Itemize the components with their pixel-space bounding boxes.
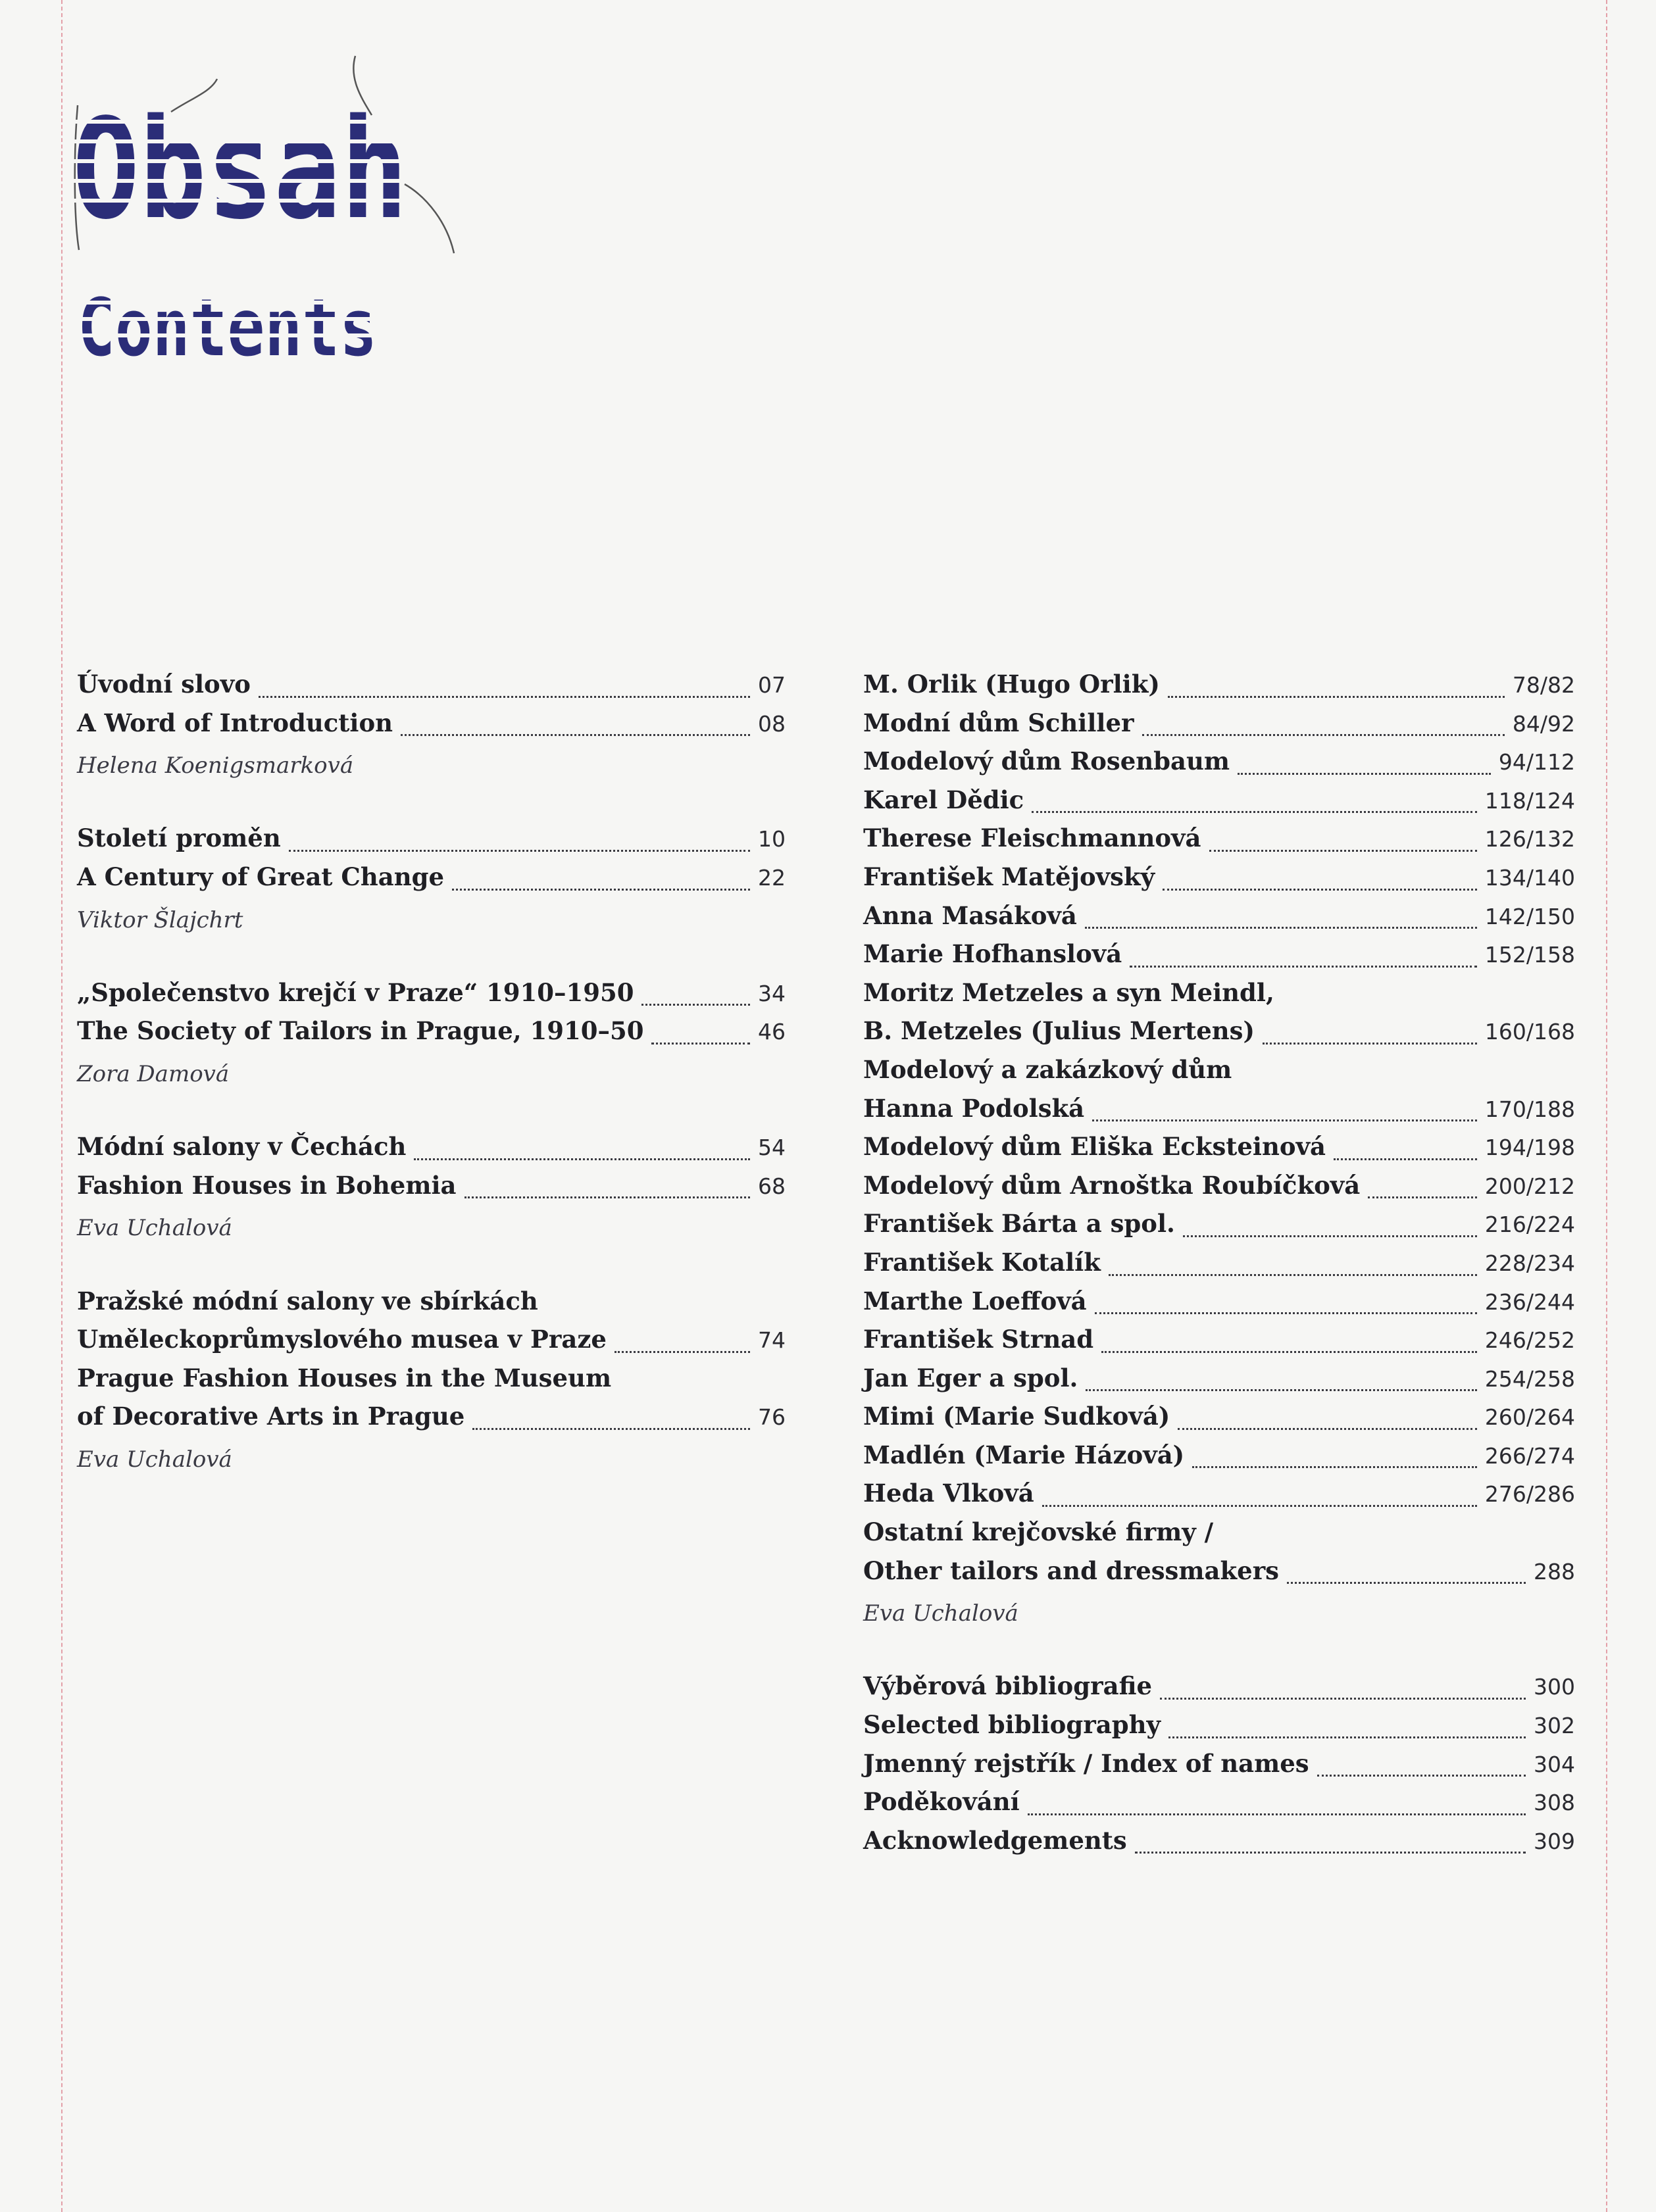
dot-leader [1032,811,1477,813]
dot-leader [1160,1698,1526,1700]
toc-entry[interactable] [77,823,786,862]
dot-leader [1095,1312,1477,1314]
toc-entry[interactable] [863,1479,1575,1517]
dot-leader [1168,1736,1526,1738]
toc-entry-title: Modní dům Schiller [863,708,1134,737]
toc-entry[interactable] [863,1171,1575,1210]
page-titles [0,0,592,408]
toc-entry-title: František Bárta a spol. [863,1209,1175,1239]
toc-entry[interactable] [863,1440,1575,1479]
toc-page-number: 288 [1534,1558,1575,1585]
toc-entry-title: Úvodní slovo [77,670,251,699]
toc-entry[interactable] [863,785,1575,824]
toc-entry[interactable] [77,1364,786,1402]
dot-leader [641,1004,750,1006]
toc-entry[interactable] [77,978,786,1017]
toc-entry[interactable] [863,1402,1575,1440]
dot-leader [452,889,750,891]
toc-entry-title: Modelový a zakázkový dům [863,1054,1232,1084]
toc-page-number: 246/252 [1484,1327,1575,1354]
toc-page-number: 10 [758,826,786,852]
dot-leader [1135,1852,1526,1854]
toc-entry[interactable] [77,708,786,747]
section-spacer [77,785,786,824]
toc-page-number: 260/264 [1484,1404,1575,1431]
dot-leader [1086,1389,1476,1391]
toc-entry[interactable] [77,1325,786,1364]
dot-leader [464,1196,751,1198]
toc-entry[interactable] [863,747,1575,785]
toc-entry[interactable] [863,1517,1575,1556]
dot-leader [1209,850,1477,852]
toc-entry[interactable] [77,670,786,708]
toc-entry-title: Fashion Houses in Bohemia [77,1170,457,1200]
dot-leader [1142,734,1505,736]
dot-leader [414,1158,750,1160]
dot-leader [1287,1582,1526,1584]
toc-entry[interactable] [863,862,1575,901]
section-spacer [77,939,786,978]
toc-page-number: 78/82 [1512,672,1575,698]
toc-author: Helena Koenigsmarková [77,752,354,779]
dot-leader [1317,1775,1526,1777]
toc-entry-title: „Společenstvo krejčí v Praze“ 1910–1950 [77,977,634,1007]
dot-leader [1028,1813,1526,1815]
toc-author: Zora Damová [77,1060,230,1087]
toc-entry-title: Výběrová bibliografie [863,1671,1153,1701]
dot-leader [472,1428,750,1430]
toc-entry-title: Acknowledgements [863,1825,1127,1855]
toc-page-number: 309 [1534,1828,1575,1854]
toc-page-number: 276/286 [1484,1481,1575,1508]
toc-entry-title: Marie Hofhanslová [863,939,1122,969]
title-obsah: Obsah [72,89,408,250]
toc-page-number: 254/258 [1484,1365,1575,1392]
toc-page-number: 76 [758,1404,786,1431]
toc-page-number: 126/132 [1484,826,1575,852]
toc-entry[interactable] [863,1710,1575,1749]
toc-page-number: 302 [1534,1713,1575,1739]
toc-page-number: 08 [758,710,786,737]
toc-entry-title: Selected bibliography [863,1710,1161,1740]
toc-entry-title: Karel Dědic [863,785,1024,814]
toc-page-number: 54 [758,1135,786,1161]
toc-entry[interactable] [863,978,1575,1017]
toc-entry-title: Marthe Loeffová [863,1286,1087,1315]
toc-entry[interactable] [77,1402,786,1440]
dot-leader [1042,1505,1477,1507]
toc-entry[interactable] [863,901,1575,940]
toc-entry-title: Prague Fashion Houses in the Museum [77,1363,612,1392]
toc-entry-title: Ostatní krejčovské firmy / [863,1517,1214,1547]
toc-entry-title: Jan Eger a spol. [863,1363,1078,1392]
right-margin-guide [1606,0,1607,2212]
dot-leader [1130,966,1477,968]
toc-page-number: 07 [758,672,786,698]
dot-leader [1334,1158,1477,1160]
toc-entry[interactable] [863,1325,1575,1364]
toc-author: Viktor Šlajchrt [77,906,243,933]
toc-page-number: 216/224 [1484,1212,1575,1238]
toc-page-number: 266/274 [1484,1442,1575,1469]
dot-leader [1192,1466,1477,1468]
dot-leader [1101,1351,1477,1353]
toc-page-number: 74 [758,1327,786,1354]
toc-entry-title: František Kotalík [863,1247,1101,1277]
dot-leader [1092,1119,1477,1121]
toc-page-number: 68 [758,1173,786,1199]
toc-entry-title: Madlén (Marie Házová) [863,1440,1185,1469]
toc-entry[interactable] [863,1556,1575,1595]
toc-page-number: 228/234 [1484,1250,1575,1276]
toc-left-column [77,670,786,1479]
toc-entry-title: B. Metzeles (Julius Mertens) [863,1016,1255,1046]
toc-entry[interactable] [77,862,786,901]
dot-leader [1178,1428,1477,1430]
toc-entry-title: Anna Masáková [863,900,1077,930]
toc-page-number: 34 [758,980,786,1006]
dot-leader [1168,696,1505,698]
toc-page-number: 152/158 [1484,942,1575,968]
toc-page-number: 170/188 [1484,1096,1575,1122]
toc-entry-title: Módní salony v Čechách [77,1132,407,1162]
toc-entry-title: Heda Vlková [863,1479,1034,1508]
toc-entry-title: Uměleckoprůmyslového musea v Praze [77,1325,607,1354]
toc-entry-title: of Decorative Arts in Prague [77,1402,465,1431]
toc-entry[interactable] [77,1171,786,1210]
dot-leader [615,1351,750,1353]
section-spacer [77,1248,786,1287]
dot-leader [289,850,750,852]
toc-entry[interactable] [863,1055,1575,1094]
toc-entry-title: František Strnad [863,1325,1094,1354]
toc-page-number: 160/168 [1484,1019,1575,1045]
toc-entry-title: Mimi (Marie Sudková) [863,1402,1170,1431]
toc-entry[interactable] [863,1671,1575,1710]
toc-entry[interactable] [863,1094,1575,1133]
dot-leader [1109,1274,1477,1276]
toc-entry[interactable] [863,1248,1575,1287]
toc-entry[interactable] [863,1364,1575,1402]
toc-page-number: 94/112 [1498,749,1575,775]
toc-entry-title: Pražské módní salony ve sbírkách [77,1286,538,1315]
toc-page-number: 304 [1534,1751,1575,1777]
toc-entry[interactable] [77,1287,786,1325]
toc-page-number: 134/140 [1484,864,1575,891]
dot-leader [259,696,750,698]
toc-entry[interactable] [863,1826,1575,1865]
dot-leader [1163,889,1477,891]
toc-entry-title: A Word of Introduction [77,708,393,737]
toc-entry[interactable] [863,708,1575,747]
toc-entry-title: Poděkování [863,1787,1020,1817]
toc-entry[interactable] [863,1749,1575,1788]
toc-entry-title: Other tailors and dressmakers [863,1556,1280,1585]
toc-entry-title: Modelový dům Arnoštka Roubíčková [863,1170,1361,1200]
dot-leader [401,734,750,736]
toc-entry-title: Jmenný rejstřík / Index of names [863,1748,1309,1778]
toc-entry-title: Modelový dům Eliška Ecksteinová [863,1132,1326,1162]
toc-page-number: 118/124 [1484,787,1575,814]
toc-entry[interactable] [77,1132,786,1171]
dot-leader [1263,1043,1477,1045]
toc-entry[interactable] [863,939,1575,978]
toc-entry[interactable] [863,1132,1575,1171]
toc-entry[interactable] [863,1209,1575,1248]
toc-page-number: 194/198 [1484,1135,1575,1161]
toc-entry-title: Moritz Metzeles a syn Meindl, [863,977,1274,1007]
dot-leader [1368,1196,1477,1198]
toc-entry-title: Modelový dům Rosenbaum [863,747,1230,776]
dot-leader [651,1043,750,1045]
title-contents: Contents [78,283,377,374]
section-spacer [863,1633,1575,1672]
toc-entry-title: Therese Fleischmannová [863,823,1201,853]
toc-page-number: 22 [758,864,786,891]
toc-author: Eva Uchalová [77,1446,232,1473]
dot-leader [1238,773,1491,775]
toc-entry-title: František Matějovský [863,862,1155,891]
toc-entry-title: A Century of Great Change [77,862,445,891]
toc-entry[interactable] [863,1787,1575,1826]
dot-leader [1085,927,1477,929]
toc-page-number: 308 [1534,1790,1575,1816]
toc-page-number: 236/244 [1484,1289,1575,1315]
dot-leader [1183,1235,1477,1237]
toc-entry[interactable] [863,1287,1575,1325]
toc-page-number: 84/92 [1512,710,1575,737]
section-spacer [77,1094,786,1133]
toc-entry-title: The Society of Tailors in Prague, 1910–50 [77,1016,644,1046]
toc-entry[interactable] [863,1016,1575,1055]
toc-entry-title: M. Orlik (Hugo Orlik) [863,670,1160,699]
toc-page-number: 200/212 [1484,1173,1575,1199]
toc-page-number: 300 [1534,1674,1575,1700]
toc-right-column [863,670,1575,1864]
toc-entry-title: Hanna Podolská [863,1093,1085,1123]
toc-author: Eva Uchalová [863,1600,1018,1627]
toc-page-number: 142/150 [1484,903,1575,929]
toc-entry[interactable] [863,823,1575,862]
toc-entry-title: Století proměn [77,823,281,853]
toc-entry[interactable] [77,1016,786,1055]
toc-author: Eva Uchalová [77,1215,232,1242]
toc-entry[interactable] [863,670,1575,708]
toc-page-number: 46 [758,1019,786,1045]
